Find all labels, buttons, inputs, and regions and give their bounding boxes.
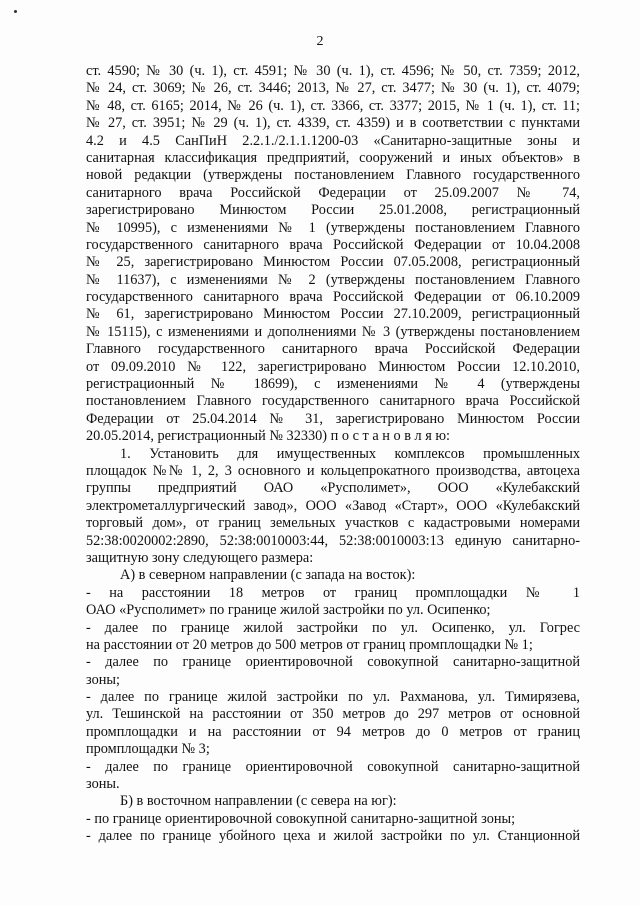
text-line: санитарного врача Российской Федерации от 25.09.2007 № 74, xyxy=(86,184,580,201)
text-line: 4.2 и 4.5 СанПиН 2.2.1./2.1.1.1200-03 «Санитарно-защитные зоны и xyxy=(86,132,580,149)
page-number: 2 xyxy=(316,34,324,49)
text-line: - далее по границе ориентировочной совокупной санитарно-защитной xyxy=(86,654,580,671)
text-line: 52:38:0020002:2890, 52:38:0010003:44, 52:38:0010003:13 единую санитарно- xyxy=(86,532,580,549)
text-line: 20.05.2014, регистрационный № 32330) п о с т а н о в л я ю: xyxy=(86,428,451,445)
text-line: постановлением Главного государственного санитарного врача Российской xyxy=(86,393,580,410)
text-line: Б) в восточном направлении (с севера на юг): xyxy=(120,793,397,810)
text-line: - далее по границе жилой застройки по ул. Осипенко, ул. Гогрес xyxy=(86,619,580,636)
text-line: электрометаллургический завод», ООО «Завод «Старт», ООО «Кулебакский xyxy=(86,497,580,514)
text-line: 1. Установить для имущественных комплексов промышленных xyxy=(120,445,580,462)
text-line: площадок №№ 1, 2, 3 основного и кольцепрокатного производства, автоцеха xyxy=(86,462,580,479)
text-line: № 61, зарегистрировано Минюстом России 27.10.2009, регистрационный xyxy=(86,306,580,323)
text-line: № 24, ст. 3069; № 26, ст. 3446; 2013, № 27, ст. 3477; № 30 (ч. 1), ст. 4079; xyxy=(86,80,580,97)
text-line: № 48, ст. 6165; 2014, № 26 (ч. 1), ст. 3366, ст. 3377; 2015, № 1 (ч. 1), ст. 11; xyxy=(86,97,580,114)
text-line: ст. 4590; № 30 (ч. 1), ст. 4591; № 30 (ч. 1), ст. 4596; № 50, ст. 7359; 2012, xyxy=(86,63,580,79)
text-line: промплощадки и на расстоянии от 94 метров до 0 метров от границ xyxy=(86,723,580,740)
text-line: торговый дом», от границ земельных участков с кадастровыми номерами xyxy=(86,515,580,532)
text-line: на расстоянии от 20 метров до 500 метров от границ промплощадки № 1; xyxy=(86,636,533,653)
scan-speck xyxy=(14,10,17,13)
text-line: № 11637), с изменениями № 2 (утверждены постановлением Главного xyxy=(86,271,580,288)
text-line: № 15115), с изменениями и дополнениями № 3 (утверждены постановлением xyxy=(86,323,580,340)
text-line: А) в северном направлении (с запада на восток): xyxy=(120,567,416,584)
text-line: защитную зону следующего размера: xyxy=(86,549,314,566)
text-line: промплощадки № 3; xyxy=(86,741,210,758)
text-line: - далее по границе убойного цеха и жилой застройки по ул. Станционной xyxy=(86,828,580,845)
text-line: ул. Тешинской на расстоянии от 350 метров до 297 метров от основной xyxy=(86,706,580,723)
text-line: Федерации от 25.04.2014 № 31, зарегистрировано Минюстом России xyxy=(86,410,580,427)
text-line: - далее по границе ориентировочной совокупной санитарно-защитной xyxy=(86,758,580,775)
text-line: № 25, зарегистрировано Минюстом России 07.05.2008, регистрационный xyxy=(86,254,580,271)
text-line: зоны. xyxy=(86,776,120,793)
text-line: - далее по границе жилой застройки по ул. Рахманова, ул. Тимирязева, xyxy=(86,689,580,706)
text-line: государственного санитарного врача Российской Федерации от 10.04.2008 xyxy=(86,236,580,253)
text-line: - на расстоянии 18 метров от границ промплощадки № 1 xyxy=(86,584,580,601)
text-line: государственного санитарного врача Российской Федерации от 06.10.2009 xyxy=(86,289,580,306)
text-line: № 10995), с изменениями № 1 (утверждены постановлением Главного xyxy=(86,219,580,236)
text-line: ОАО «Русполимет» по границе жилой застройки по ул. Осипенко; xyxy=(86,602,491,619)
text-line: группы предприятий ОАО «Русполимет», ООО «Кулебакский xyxy=(86,480,580,497)
text-line: регистрационный № 18699), с изменениями № 4 (утверждены xyxy=(86,376,580,393)
text-line: от 09.09.2010 № 122, зарегистрировано Минюстом России 12.10.2010, xyxy=(86,358,580,375)
document-body xyxy=(86,63,580,846)
text-line: новой редакции (утверждены постановлением Главного государственного xyxy=(86,167,580,184)
text-line: зоны; xyxy=(86,671,120,688)
text-line: № 27, ст. 3951; № 29 (ч. 1), ст. 4339, ст. 4359) и в соответствии с пунктами xyxy=(86,115,580,132)
text-line: Главного государственного санитарного врача Российской Федерации xyxy=(86,341,580,358)
text-line: санитарная классификация предприятий, сооружений и иных объектов» в xyxy=(86,149,580,166)
text-line: зарегистрировано Минюстом России 25.01.2008, регистрационный xyxy=(86,202,580,219)
text-line: - по границе ориентировочной совокупной санитарно-защитной зоны; xyxy=(86,810,516,827)
